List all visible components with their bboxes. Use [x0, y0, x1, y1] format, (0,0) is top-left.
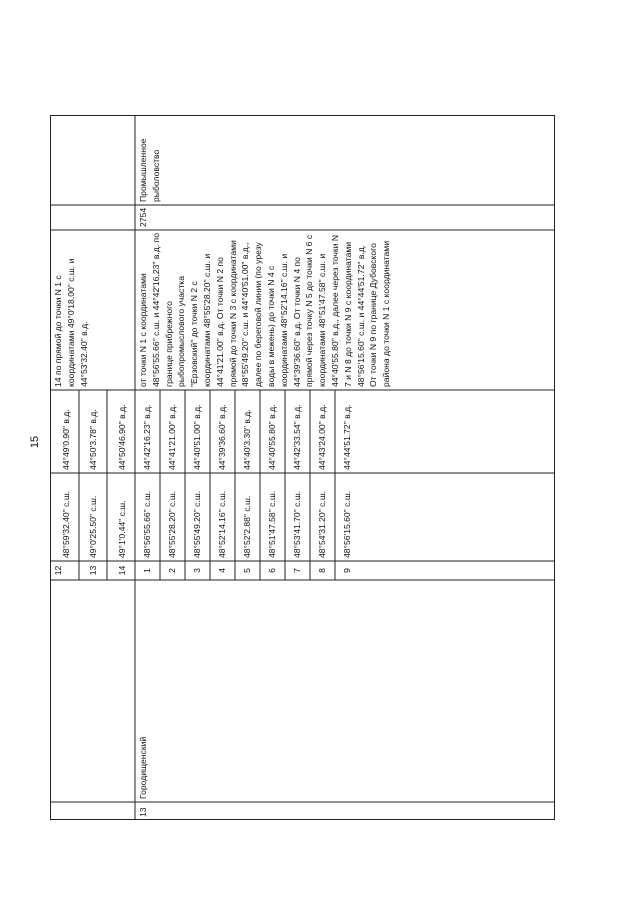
longitude-cell: 44°44'51.72" в.д. — [342, 404, 352, 470]
longitude-cell: 44°49'0.90" в.д. — [61, 409, 71, 470]
point-number: 14 — [117, 565, 127, 576]
section-index: 13 — [138, 807, 148, 817]
coordinates-table — [50, 115, 555, 820]
point-number: 2 — [167, 568, 177, 573]
longitude-cell: 44°50'46.90" в.д. — [117, 404, 127, 470]
latitude-cell: 48°54'31.20" с.ш. — [317, 490, 327, 558]
point-number: 6 — [267, 568, 277, 573]
longitude-cell: 44°42'16.23" в.д. — [142, 404, 152, 470]
longitude-cell: 44°39'36.60" в.д. — [217, 404, 227, 470]
longitude-cell: 44°40'51.00" в.д. — [192, 404, 202, 470]
longitude-cell: 44°50'3.78" в.д. — [88, 409, 98, 470]
area-value: 2754 — [138, 207, 148, 227]
latitude-cell: 48°53'41.70" с.ш. — [292, 490, 302, 558]
latitude-cell: 48°52'14.16" с.ш. — [217, 490, 227, 558]
longitude-cell: 44°43'24.00" в.д. — [317, 404, 327, 470]
point-number: 12 — [53, 565, 63, 576]
latitude-cell: 48°51'47.58" с.ш. — [267, 490, 277, 558]
point-number: 9 — [342, 568, 352, 573]
point-number: 8 — [317, 568, 327, 573]
latitude-cell: 48°59'32.40" с.ш. — [61, 490, 71, 558]
boundary-description: от точки N 1 с координатами 48°56'55.66" с.ш. и 44°42'16.23" в.д. по границе прибрежного рыбопромыслового участка "Ерзовский" до точки N 2 с координатами 48°55'28.20" с.ш. и 44°41'21.00" в.д. От точки N 2 по прямой до точки N 3 с координатами 48°55'49.20" с.ш. и 44°40'51.00" в.д., далее по береговой линии (по урезу воды в межень) до точки N 4 с координатами 48°52'14.16" с.ш. и 44°39'36.60" в.д. От точки N 4 по прямой через точку N 5 до точки N 6 с координатами 48°51'47.58" с.ш. и 44°40'55.80" в.д., далее через точки N 7 и N 8 до точки N 9 с координатами 48°56'15.60" с.ш. и 44°44'51.72" в.д. От точки N 9 по границе Дубовского района до точки N 1 с координатами — [138, 233, 392, 387]
point-number: 13 — [88, 565, 98, 576]
usage-purpose: Промышленное рыболовство — [138, 138, 161, 202]
latitude-cell: 49°1'0.44" с.ш. — [117, 500, 127, 558]
longitude-cell: 44°41'21.00" в.д. — [167, 404, 177, 470]
point-number: 5 — [242, 568, 252, 573]
rotated-table-region — [50, 115, 555, 820]
district-name: Городищенский — [138, 736, 148, 799]
latitude-cell: 48°55'49.20" с.ш. — [192, 490, 202, 558]
latitude-cell: 49°0'25.50" с.ш. — [88, 495, 98, 558]
latitude-cell: 48°52'2.88" с.ш. — [242, 495, 252, 558]
latitude-cell: 48°56'55.66" с.ш. — [142, 490, 152, 558]
longitude-cell: 44°42'33.54" в.д. — [292, 404, 302, 470]
longitude-cell: 44°40'3.30" в.д. — [242, 409, 252, 470]
point-number: 1 — [142, 568, 152, 573]
boundary-description-top: 14 по прямой до точки N 1 с координатами 49°0'18.00" с.ш. и 44°53'32.40" в.д. — [53, 258, 89, 387]
point-number: 3 — [192, 568, 202, 573]
point-number: 4 — [217, 568, 227, 573]
latitude-cell: 48°55'28.20" с.ш. — [167, 490, 177, 558]
page-number: 15 — [29, 435, 41, 449]
longitude-cell: 44°40'55.80" в.д. — [267, 404, 277, 470]
point-number: 7 — [292, 568, 302, 573]
latitude-cell: 48°56'15.60" с.ш. — [342, 490, 352, 558]
